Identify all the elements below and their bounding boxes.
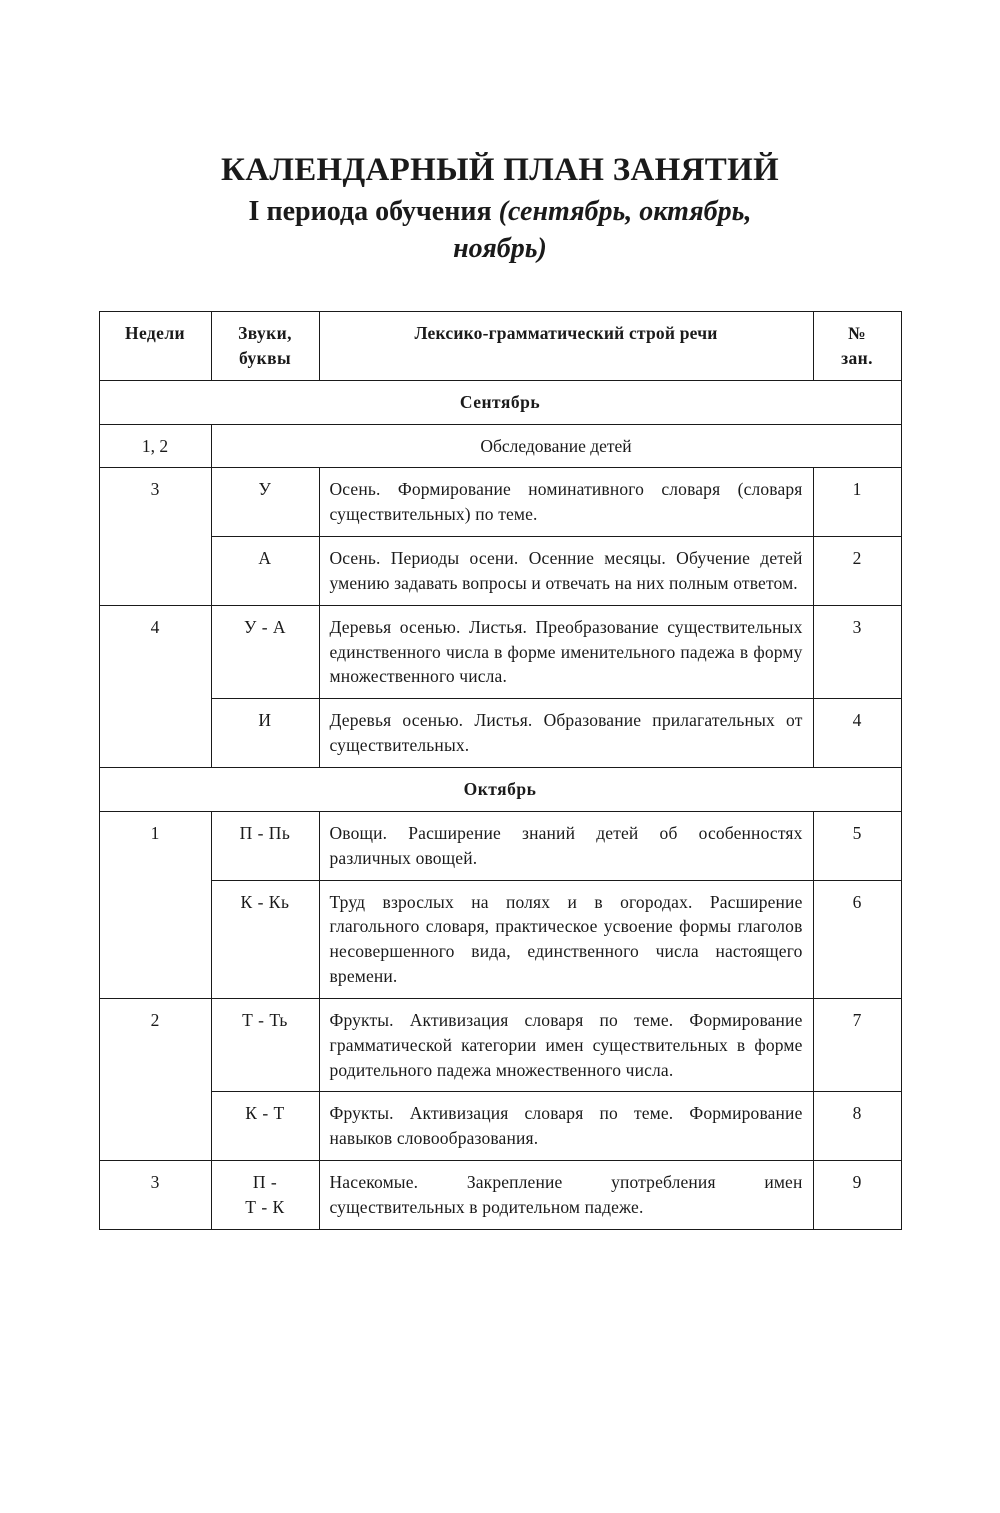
week-cell: 1 (99, 811, 211, 998)
week-cell: 3 (99, 1161, 211, 1230)
table-row (99, 880, 901, 998)
description-cell: Фрукты. Активизация словаря по теме. Формирование грамматической категории имен существительных в форме родительного падежа множественного числа. (319, 998, 813, 1092)
table-row (99, 605, 901, 699)
description-cell: Фрукты. Активизация словаря по теме. Формирование навыков словообразования. (319, 1092, 813, 1161)
description-cell: Овощи. Расширение знаний детей об особенностях различных овощей. (319, 811, 813, 880)
sound-cell: А (211, 537, 319, 606)
lesson-number-cell: 1 (813, 468, 901, 537)
survey-row (99, 424, 901, 468)
table-row (99, 699, 901, 768)
lesson-number-cell: 4 (813, 699, 901, 768)
sound-cell: Т - Ть (211, 998, 319, 1092)
sound-cell: К - Кь (211, 880, 319, 998)
table-row (99, 998, 901, 1092)
sound-cell: И (211, 699, 319, 768)
survey-week-cell: 1, 2 (99, 424, 211, 468)
month-label: Сентябрь (99, 380, 901, 424)
lesson-number-cell: 7 (813, 998, 901, 1092)
title-months-line2: ноябрь) (453, 232, 547, 264)
column-header-lexical: Лексико-грамматический строй речи (319, 312, 813, 381)
page-title (96, 150, 904, 267)
column-header-sounds-line1: Звуки, (238, 323, 292, 344)
survey-label-cell: Обследование детей (211, 424, 901, 468)
description-cell: Осень. Формирование номинативного словаря (словаря существительных) по теме. (319, 468, 813, 537)
title-subtitle (96, 194, 904, 267)
description-cell: Насекомые. Закрепление употребления имен существительных в родительном падеже. (319, 1161, 813, 1230)
lesson-number-cell: 6 (813, 880, 901, 998)
lesson-number-cell: 3 (813, 605, 901, 699)
lesson-plan-table (99, 311, 902, 1230)
sound-cell: П - Т - К (211, 1161, 319, 1230)
column-header-number-line1: № (848, 323, 866, 344)
lesson-number-cell: 8 (813, 1092, 901, 1161)
description-cell: Деревья осенью. Листья. Образование прилагательных от существительных. (319, 699, 813, 768)
table-header-row (99, 312, 901, 381)
title-months-line1: (сентябрь, октябрь, (498, 196, 752, 228)
sound-cell: У - А (211, 605, 319, 699)
week-cell: 3 (99, 468, 211, 605)
column-header-number (813, 312, 901, 381)
table-row (99, 1092, 901, 1161)
column-header-weeks: Недели (99, 312, 211, 381)
description-cell: Деревья осенью. Листья. Преобразование существительных единственного числа в форме именительного падежа в форму множественного числа. (319, 605, 813, 699)
table-header (99, 312, 901, 381)
month-row (99, 380, 901, 424)
lesson-number-cell: 9 (813, 1161, 901, 1230)
table-body (99, 380, 901, 1229)
column-header-sounds-line2: буквы (238, 347, 292, 368)
description-cell: Труд взрослых на полях и в огородах. Расширение глагольного словаря, практическое усвоение формы глаголов несовершенного вида, единственного числа настоящего времени. (319, 880, 813, 998)
description-cell: Осень. Периоды осени. Осенние месяцы. Обучение детей умению задавать вопросы и отвечать на них полным ответом. (319, 537, 813, 606)
week-cell: 2 (99, 998, 211, 1160)
table-row (99, 811, 901, 880)
table-row (99, 537, 901, 606)
title-period: I периода обучения (248, 196, 492, 228)
sound-cell: П - Пь (211, 811, 319, 880)
lesson-number-cell: 5 (813, 811, 901, 880)
month-row (99, 768, 901, 812)
column-header-sounds (211, 312, 319, 381)
month-label: Октябрь (99, 768, 901, 812)
column-header-number-line2: зан. (841, 347, 873, 368)
lesson-number-cell: 2 (813, 537, 901, 606)
table-row (99, 1161, 901, 1230)
title-main: КАЛЕНДАРНЫЙ ПЛАН ЗАНЯТИЙ (220, 152, 780, 188)
table-row (99, 468, 901, 537)
sound-cell: К - Т (211, 1092, 319, 1161)
sound-cell: У (211, 468, 319, 537)
week-cell: 4 (99, 605, 211, 767)
